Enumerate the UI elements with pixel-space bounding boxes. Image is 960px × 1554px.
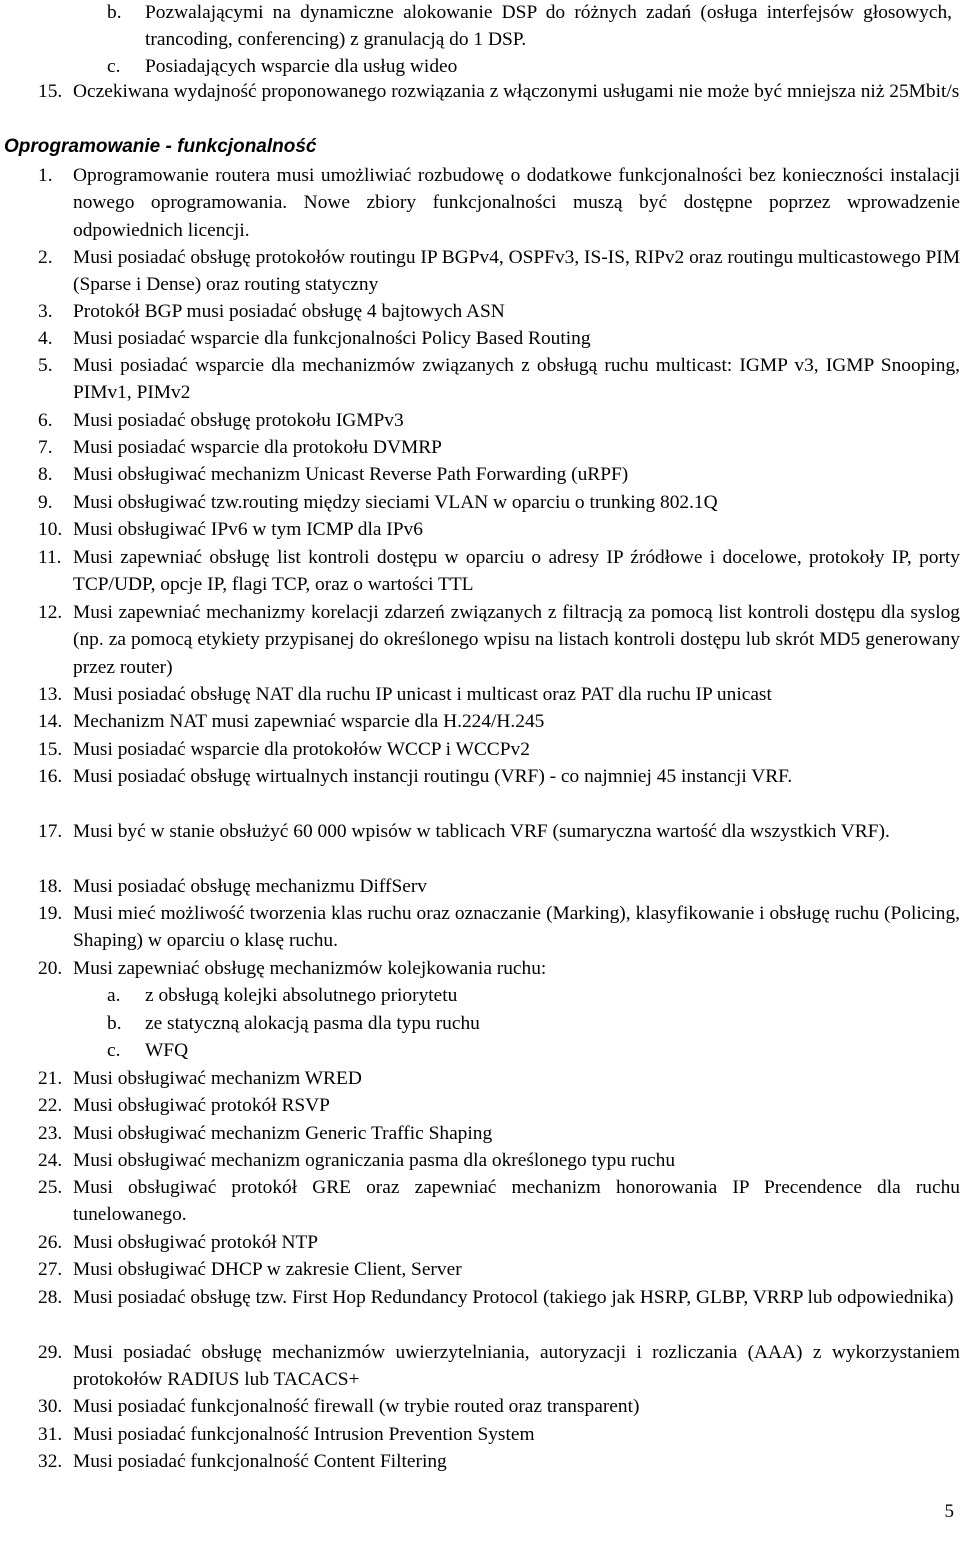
list-item [38,873,960,900]
item-text: ze statyczną alokacją pasma dla typu ruchu [145,1013,480,1034]
sub-list-item [107,1037,952,1064]
item-marker: 13. [38,684,63,705]
list-item [38,516,960,543]
item-marker: 19. [38,903,63,924]
list-item [38,955,960,982]
item-text: WFQ [145,1040,189,1061]
item-marker: 15. [38,739,63,760]
item-text: Musi obsługiwać protokół RSVP [73,1095,330,1116]
item-text: Pozwalającymi na dynamiczne alokowanie DSP do różnych zadań (osługa interfejsów głosowych, trancoding, conferencing) z granulacją do 1 DSP. [145,2,952,51]
item-marker: 27. [38,1259,63,1280]
item-marker: 3. [38,301,53,322]
item-text: Musi posiadać obsługę mechanizmów uwierzytelniania, autoryzacji i rozliczania (AAA) z wykorzystaniem protokołów RADIUS lub TACACS+ [73,1342,960,1391]
item-marker: 18. [38,876,63,897]
list-item [38,1229,960,1256]
item-marker: b. [107,2,122,23]
item-text: Musi mieć możliwość tworzenia klas ruchu oraz oznaczanie (Marking), klasyfikowanie i obsługę ruchu (Policing, Shaping) w oparciu o klasę ruchu. [73,903,960,952]
item-text: Protokół BGP musi posiadać obsługę 4 bajtowych ASN [73,301,505,322]
item-marker: 14. [38,711,63,732]
list-item [38,1092,960,1119]
list-item [38,1065,960,1092]
item-text: Oprogramowanie routera musi umożliwiać rozbudowę o dodatkowe funkcjonalności bez konieczności instalacji nowego oprogramowania. Nowe zbiory funkcjonalności muszą być dostępne poprzez wprowadzenie odpowiednich licencji. [73,165,960,241]
item-marker: 1. [38,165,53,186]
item-text: Musi obsługiwać protokół NTP [73,1232,319,1253]
page-number: 5 [944,1501,954,1522]
item-text: Musi zapewniać obsługę list kontroli dostępu w oparciu o adresy IP źródłowe i docelowe, protokoły IP, porty TCP/UDP, opcje IP, flagi TCP, oraz o wartości TTL [73,547,960,596]
item-text: Musi posiadać obsługę protokołu IGMPv3 [73,410,404,431]
list-item [38,1421,960,1448]
item-marker: c. [107,1040,121,1061]
list-item [38,1174,960,1229]
item-text: Musi obsługiwać tzw.routing między sieciami VLAN w oparciu o trunking 802.1Q [73,492,718,513]
item-text: Musi zapewniać mechanizmy korelacji zdarzeń związanych z filtracją za pomocą list kontroli dostępu dla syslog (np. za pomocą etykiety przypisanej do określonego wpisu na listach kontroli dostępu lub skrót MD5 generowany przez router) [73,602,960,678]
list-item [38,708,960,735]
item-text: Musi posiadać funkcjonalność Content Filtering [73,1451,447,1472]
list-item [38,1448,960,1475]
item-marker: 16. [38,766,63,787]
item-marker: 24. [38,1150,63,1171]
item-marker: c. [107,56,121,77]
list-item [38,407,960,434]
item-text: Musi posiadać funkcjonalność Intrusion Prevention System [73,1424,535,1445]
item-text: Musi posiadać obsługę wirtualnych instancji routingu (VRF) - co najmniej 45 instancji VRF. [73,766,793,787]
item-marker: 2. [38,247,53,268]
list-item [38,1284,960,1311]
item-text: Musi posiadać wsparcie dla protokołu DVMRP [73,437,442,458]
item-marker: 17. [38,821,63,842]
item-text: Musi obsługiwać mechanizm WRED [73,1068,362,1089]
list-item [38,1393,960,1420]
item-text: Musi zapewniać obsługę mechanizmów kolejkowania ruchu: [73,958,547,979]
item-text: Musi być w stanie obsłużyć 60 000 wpisów w tablicach VRF (sumaryczna wartość dla wszystkich VRF). [73,821,890,842]
item-text: Musi posiadać obsługę protokołów routingu IP BGPv4, OSPFv3, IS-IS, RIPv2 oraz routingu multicastowego PIM (Sparse i Dense) oraz routing statyczny [73,247,960,296]
item-text: Musi posiadać obsługę NAT dla ruchu IP unicast i multicast oraz PAT dla ruchu IP unicast [73,684,772,705]
item-text: Musi obsługiwać protokół GRE oraz zapewniać mechanizm honorowania IP Precendence dla ruchu tunelowanego. [73,1177,960,1226]
list-item [38,544,960,599]
list-item [38,681,960,708]
list-item [38,1120,960,1147]
section-heading: Oprogramowanie - funkcjonalność [4,136,317,157]
list-item [38,818,960,845]
item-marker: 23. [38,1123,63,1144]
item-marker: a. [107,985,121,1006]
list-item-c [107,53,952,80]
list-item [38,162,960,244]
item-marker: 5. [38,355,53,376]
item-marker: 9. [38,492,53,513]
item-marker: 20. [38,958,63,979]
item-text: Musi obsługiwać mechanizm Unicast Reverse Path Forwarding (uRPF) [73,464,629,485]
item-text: Musi obsługiwać DHCP w zakresie Client, Server [73,1259,462,1280]
item-text: Posiadających wsparcie dla usług wideo [145,56,458,77]
list-item-b [107,0,952,54]
item-marker: 30. [38,1396,63,1417]
item-text: Musi obsługiwać mechanizm ograniczania pasma dla określonego typu ruchu [73,1150,676,1171]
list-item [38,763,960,790]
list-item [38,325,960,352]
item-marker: 15. [38,81,63,102]
item-marker: 10. [38,519,63,540]
list-item [38,244,960,299]
item-marker: 4. [38,328,53,349]
sub-list-item [107,982,952,1009]
item-marker: 21. [38,1068,63,1089]
item-text: Musi posiadać wsparcie dla protokołów WCCP i WCCPv2 [73,739,530,760]
item-text: Musi posiadać wsparcie dla mechanizmów związanych z obsługą ruchu multicast: IGMP v3, IGMP Snooping, PIMv1, PIMv2 [73,355,960,404]
item-marker: 31. [38,1424,63,1445]
item-marker: 7. [38,437,53,458]
list-item [38,1147,960,1174]
list-item [38,599,960,681]
list-item [38,900,960,955]
list-item [38,736,960,763]
item-marker: b. [107,1013,122,1034]
item-text: Musi posiadać obsługę mechanizmu DiffServ [73,876,427,897]
item-text: Mechanizm NAT musi zapewniać wsparcie dla H.224/H.245 [73,711,545,732]
item-marker: 29. [38,1342,63,1363]
list-item-15-prev [38,78,960,105]
sub-list-item [107,1010,952,1037]
item-marker: 11. [38,547,62,568]
item-text: z obsługą kolejki absolutnego priorytetu [145,985,458,1006]
list-item [38,489,960,516]
list-item [38,461,960,488]
item-marker: 26. [38,1232,63,1253]
list-item [38,1256,960,1283]
list-item [38,298,960,325]
item-text: Musi posiadać funkcjonalność firewall (w trybie routed oraz transparent) [73,1396,640,1417]
item-text: Oczekiwana wydajność proponowanego rozwiązania z włączonymi usługami nie może być mniejsza niż 25Mbit/s [73,81,960,102]
item-text: Musi posiadać obsługę tzw. First Hop Redundancy Protocol (takiego jak HSRP, GLBP, VRRP lub odpowiednika) [73,1287,954,1308]
item-text: Musi obsługiwać IPv6 w tym ICMP dla IPv6 [73,519,423,540]
list-item [38,1339,960,1394]
item-marker: 8. [38,464,53,485]
list-item [38,352,960,407]
item-marker: 12. [38,602,63,623]
item-marker: 6. [38,410,53,431]
item-marker: 28. [38,1287,63,1308]
item-text: Musi posiadać wsparcie dla funkcjonalności Policy Based Routing [73,328,591,349]
list-item [38,434,960,461]
item-text: Musi obsługiwać mechanizm Generic Traffic Shaping [73,1123,493,1144]
item-marker: 25. [38,1177,63,1198]
item-marker: 22. [38,1095,63,1116]
item-marker: 32. [38,1451,63,1472]
